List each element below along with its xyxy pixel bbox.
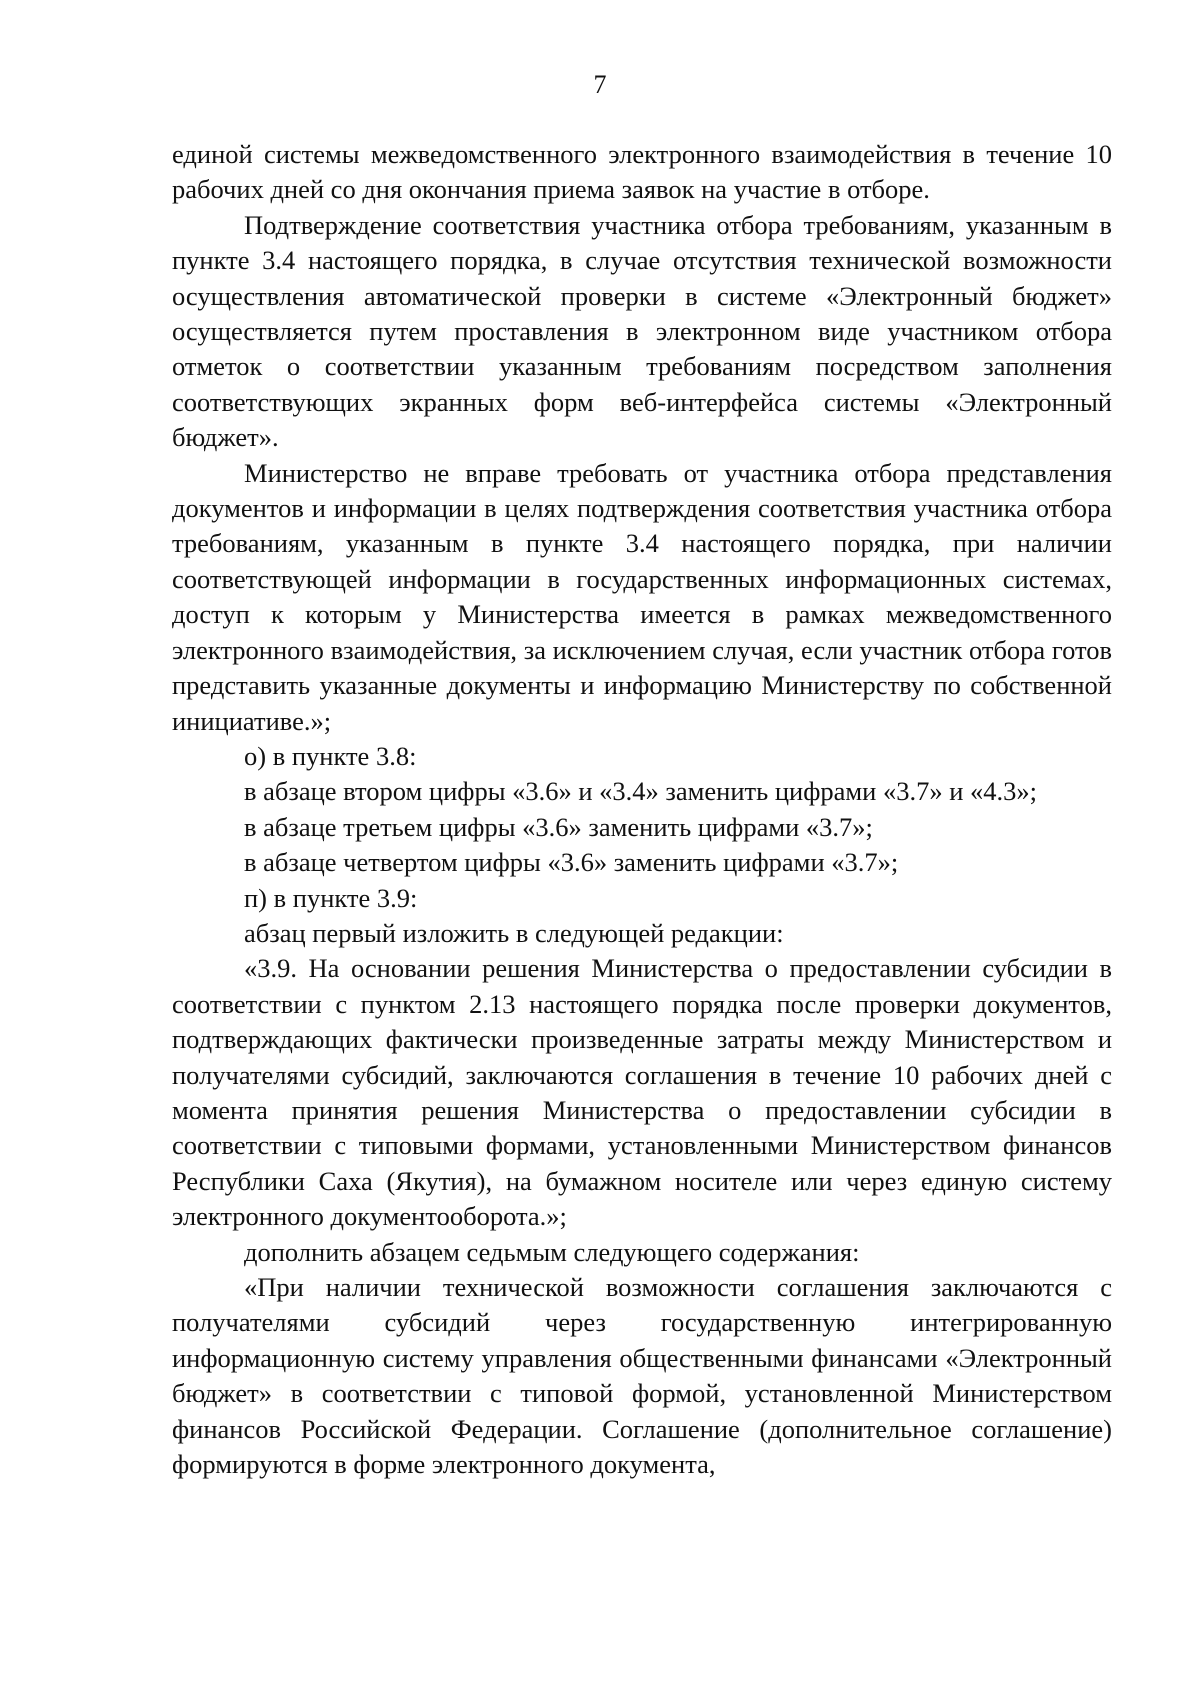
- item-add-seventh-abzac: дополнить абзацем седьмым следующего содержания:: [244, 1236, 860, 1267]
- item-clause-3-8-third-abzac: в абзаце третьем цифры «3.6» заменить цифрами «3.7»;: [244, 811, 873, 842]
- paragraph-confirmation-requirements: Подтверждение соответствия участника отбора требованиям, указанным в пункте 3.4 настоящего порядка, в случае отсутствия технической возможности осуществления автоматической проверки в системе «Электронный бюджет» осуществляется путем проставления в электронном виде участником отбора отметок о соответствии указанным требованиям посредством заполнения соответствующих экранных форм веб-интерфейса системы «Электронный бюджет».: [172, 209, 1112, 453]
- page-number: 7: [593, 70, 607, 99]
- paragraph-continuation: единой системы межведомственного электронного взаимодействия в течение 10 рабочих дней со дня окончания приема заявок на участие в отборе.: [172, 139, 1112, 205]
- item-p-clause-3-9: п) в пункте 3.9:: [244, 882, 418, 913]
- paragraph-clause-3-9-text: «3.9. На основании решения Министерства о предоставлении субсидии в соответствии с пунктом 2.13 настоящего порядка после проверки документов, подтверждающих фактически произведенные затраты между Министерством и получателями субсидий, заключаются соглашения в течение 10 рабочих дней с момента принятия решения Министерства о предоставлении субсидии в соответствии с типовыми формами, установленными Министерством финансов Республики Саха (Якутия), на бумажном носителе или через единую систему электронного документооборота.»;: [172, 953, 1112, 1232]
- paragraph-electronic-budget-agreement: «При наличии технической возможности соглашения заключаются с получателями субсидий через государственную интегрированную информационную систему управления общественными финансами «Электронный бюджет» в соответствии с типовой формой, установленной Министерством финансов Российской Федерации. Соглашение (дополнительное соглашение) формируются в форме электронного документа,: [172, 1272, 1112, 1480]
- item-clause-3-8-second-abzac: в абзаце втором цифры «3.6» и «3.4» заменить цифрами «3.7» и «4.3»;: [244, 776, 1038, 807]
- paragraph-ministry-not-entitled: Министерство не вправе требовать от участника отбора представления документов и информации в целях подтверждения соответствия участника отбора требованиям, указанным в пункте 3.4 настоящего порядка, при наличии соответствующей информации в государственных информационных системах, доступ к которым у Министерства имеется в рамках межведомственного электронного взаимодействия, за исключением случая, если участник отбора готов представить указанные документы и информацию Министерству по собственной инициативе.»;: [172, 457, 1112, 736]
- item-clause-3-9-first-abzac: абзац первый изложить в следующей редакции:: [244, 917, 784, 948]
- item-clause-3-8-fourth-abzac: в абзаце четвертом цифры «3.6» заменить цифрами «3.7»;: [244, 847, 899, 878]
- document-body: [172, 137, 1112, 1482]
- item-o-clause-3-8: о) в пункте 3.8:: [244, 740, 417, 771]
